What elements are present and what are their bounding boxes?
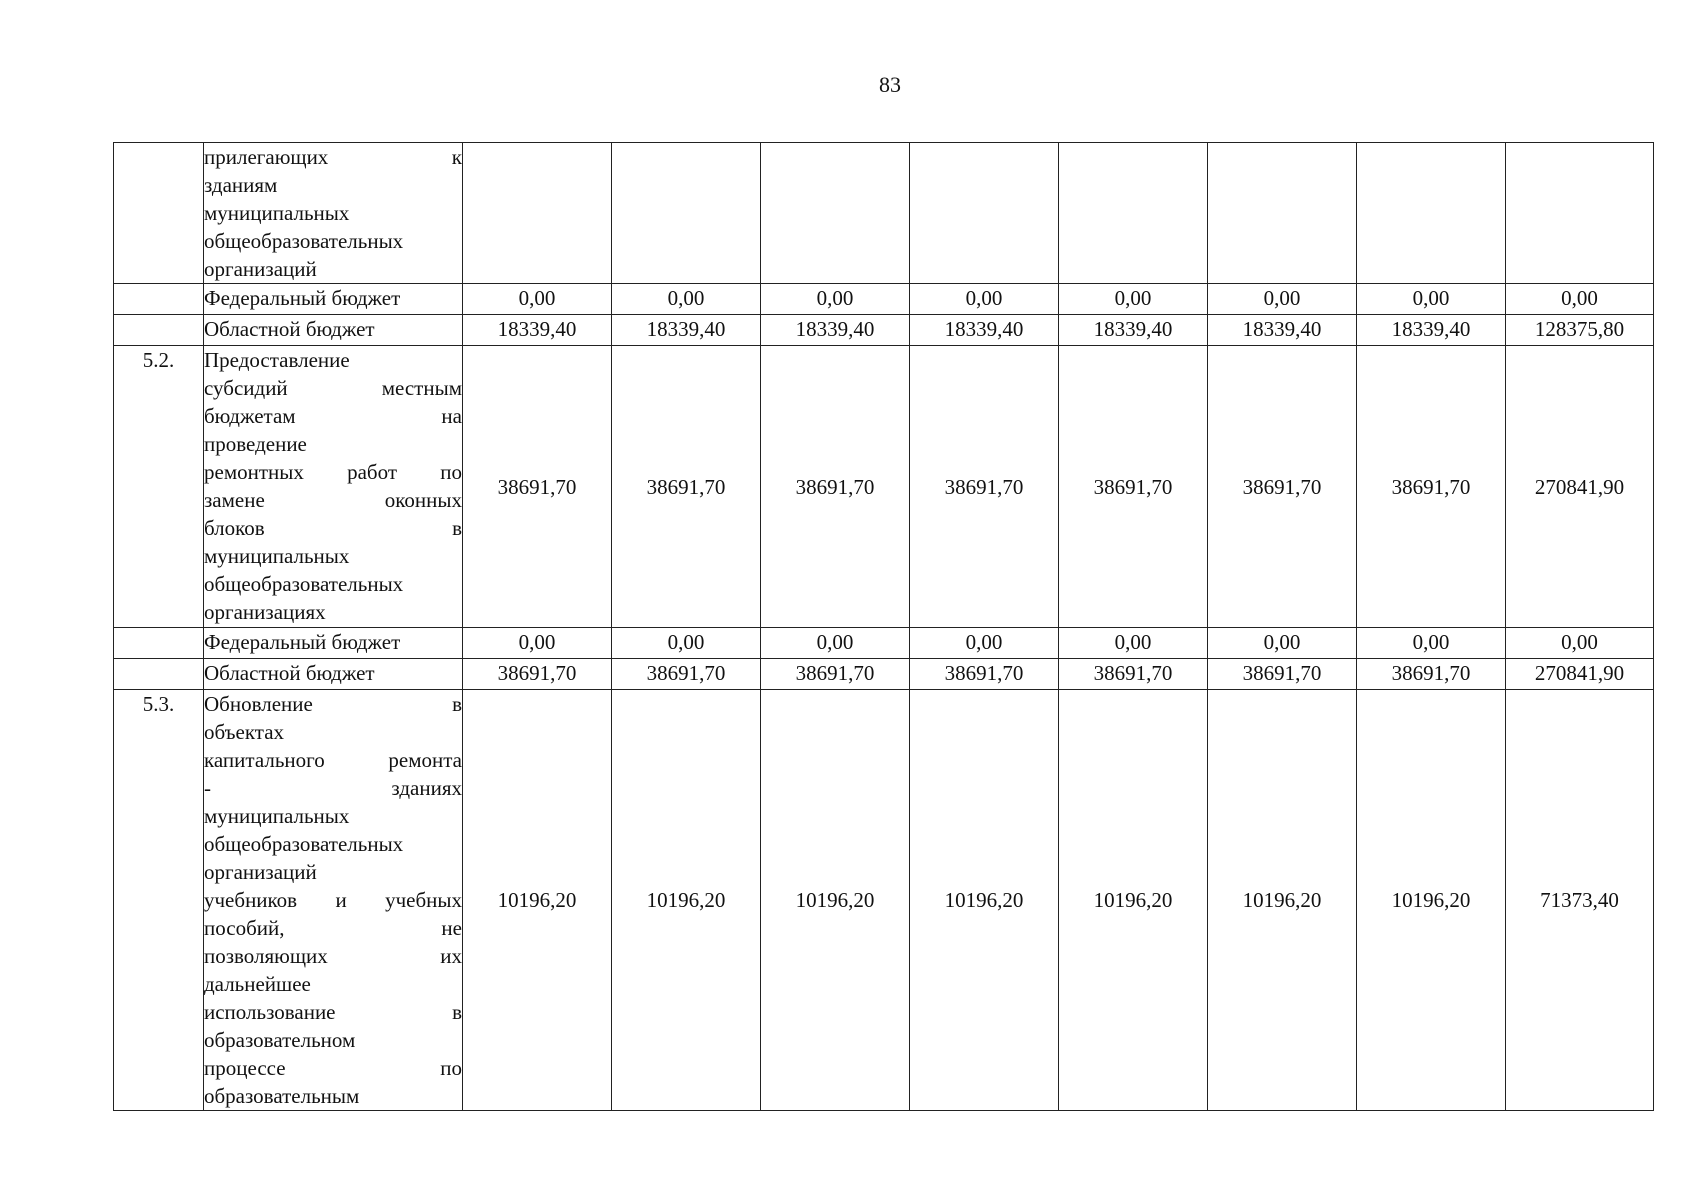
description-line: организаций bbox=[204, 860, 317, 884]
value-cell bbox=[1357, 143, 1506, 284]
value-total-cell: 71373,40 bbox=[1506, 690, 1654, 1111]
value-cell: 0,00 bbox=[910, 284, 1059, 315]
value-cell bbox=[1059, 143, 1208, 284]
value-cell: 10196,20 bbox=[1059, 690, 1208, 1111]
value-total-cell: 270841,90 bbox=[1506, 346, 1654, 628]
value-cell: 10196,20 bbox=[1357, 690, 1506, 1111]
value-cell: 0,00 bbox=[612, 284, 761, 315]
description-line: позволяющих их bbox=[204, 944, 462, 968]
description-line: учебников и учебных bbox=[204, 888, 462, 912]
description-line: объектах bbox=[204, 720, 285, 744]
row-index: 5.3. bbox=[114, 690, 204, 1111]
description-line: общеобразовательных bbox=[204, 229, 404, 253]
value-cell: 38691,70 bbox=[463, 659, 612, 690]
row-index: 5.2. bbox=[114, 346, 204, 628]
description-line: пособий, не bbox=[204, 916, 462, 940]
value-cell: 38691,70 bbox=[1059, 659, 1208, 690]
value-cell bbox=[463, 143, 612, 284]
description-line: муниципальных bbox=[204, 544, 350, 568]
row-index bbox=[114, 284, 204, 315]
page-number: 83 bbox=[879, 72, 901, 97]
value-cell: 38691,70 bbox=[1208, 659, 1357, 690]
value-cell bbox=[1208, 143, 1357, 284]
table-row bbox=[114, 690, 1654, 1111]
table-row bbox=[114, 284, 1654, 315]
description-line: капитального ремонта bbox=[204, 748, 462, 772]
description-line: - зданиях bbox=[204, 776, 462, 800]
description-line: использование в bbox=[204, 1000, 462, 1024]
value-cell: 18339,40 bbox=[1357, 315, 1506, 346]
value-cell: 18339,40 bbox=[612, 315, 761, 346]
row-description bbox=[204, 628, 463, 659]
description-line: бюджетам на bbox=[204, 404, 462, 428]
row-description bbox=[204, 690, 463, 1111]
description-line: образовательном bbox=[204, 1028, 356, 1052]
value-cell: 38691,70 bbox=[761, 659, 910, 690]
description-line: замене оконных bbox=[204, 488, 462, 512]
value-cell: 38691,70 bbox=[463, 346, 612, 628]
value-cell: 38691,70 bbox=[910, 346, 1059, 628]
value-cell: 0,00 bbox=[1357, 284, 1506, 315]
row-index bbox=[114, 143, 204, 284]
description-line: организаций bbox=[204, 257, 317, 281]
value-cell: 18339,40 bbox=[1059, 315, 1208, 346]
description-line: общеобразовательных bbox=[204, 572, 404, 596]
value-cell: 10196,20 bbox=[761, 690, 910, 1111]
value-cell: 38691,70 bbox=[1208, 346, 1357, 628]
table-row bbox=[114, 659, 1654, 690]
row-description bbox=[204, 346, 463, 628]
value-cell bbox=[910, 143, 1059, 284]
description-line: Обновление в bbox=[204, 692, 462, 716]
row-description bbox=[204, 284, 463, 315]
row-description bbox=[204, 143, 463, 284]
description-line: зданиям bbox=[204, 173, 278, 197]
description-line: Федеральный бюджет bbox=[204, 286, 401, 310]
value-cell: 0,00 bbox=[1208, 628, 1357, 659]
description-line: прилегающих к bbox=[204, 145, 462, 169]
value-cell: 0,00 bbox=[1059, 628, 1208, 659]
value-cell: 38691,70 bbox=[910, 659, 1059, 690]
value-cell: 10196,20 bbox=[910, 690, 1059, 1111]
table-row bbox=[114, 346, 1654, 628]
description-line: образовательным bbox=[204, 1084, 360, 1108]
table-row bbox=[114, 628, 1654, 659]
value-cell: 0,00 bbox=[1059, 284, 1208, 315]
description-line: муниципальных bbox=[204, 804, 350, 828]
value-cell: 0,00 bbox=[463, 628, 612, 659]
description-line: ремонтных работ по bbox=[204, 460, 462, 484]
value-cell: 0,00 bbox=[761, 284, 910, 315]
description-line: муниципальных bbox=[204, 201, 350, 225]
description-line: субсидий местным bbox=[204, 376, 462, 400]
value-cell: 0,00 bbox=[910, 628, 1059, 659]
description-line: Областной бюджет bbox=[204, 661, 375, 685]
value-total-cell: 270841,90 bbox=[1506, 659, 1654, 690]
value-cell bbox=[761, 143, 910, 284]
description-line: организациях bbox=[204, 600, 326, 624]
value-cell: 18339,40 bbox=[910, 315, 1059, 346]
row-index bbox=[114, 315, 204, 346]
value-cell: 38691,70 bbox=[1059, 346, 1208, 628]
description-line: Предоставление bbox=[204, 348, 350, 372]
description-line: дальнейшее bbox=[204, 972, 311, 996]
value-cell: 10196,20 bbox=[1208, 690, 1357, 1111]
description-line: общеобразовательных bbox=[204, 832, 404, 856]
table-row bbox=[114, 315, 1654, 346]
value-cell: 38691,70 bbox=[612, 346, 761, 628]
value-cell: 18339,40 bbox=[1208, 315, 1357, 346]
value-total-cell bbox=[1506, 143, 1654, 284]
row-index bbox=[114, 628, 204, 659]
description-line: Областной бюджет bbox=[204, 317, 375, 341]
value-total-cell: 128375,80 bbox=[1506, 315, 1654, 346]
description-line: проведение bbox=[204, 432, 307, 456]
value-total-cell: 0,00 bbox=[1506, 628, 1654, 659]
value-cell: 0,00 bbox=[761, 628, 910, 659]
value-cell: 10196,20 bbox=[463, 690, 612, 1111]
description-line: Федеральный бюджет bbox=[204, 630, 401, 654]
budget-table bbox=[113, 142, 1654, 1111]
value-cell: 18339,40 bbox=[761, 315, 910, 346]
value-cell: 0,00 bbox=[463, 284, 612, 315]
value-cell: 0,00 bbox=[1357, 628, 1506, 659]
value-cell: 10196,20 bbox=[612, 690, 761, 1111]
value-total-cell: 0,00 bbox=[1506, 284, 1654, 315]
description-line: процессе по bbox=[204, 1056, 462, 1080]
value-cell bbox=[612, 143, 761, 284]
value-cell: 0,00 bbox=[612, 628, 761, 659]
row-index bbox=[114, 659, 204, 690]
description-line: блоков в bbox=[204, 516, 462, 540]
value-cell: 0,00 bbox=[1208, 284, 1357, 315]
value-cell: 38691,70 bbox=[1357, 659, 1506, 690]
row-description bbox=[204, 659, 463, 690]
value-cell: 18339,40 bbox=[463, 315, 612, 346]
value-cell: 38691,70 bbox=[1357, 346, 1506, 628]
value-cell: 38691,70 bbox=[761, 346, 910, 628]
table-row bbox=[114, 143, 1654, 284]
value-cell: 38691,70 bbox=[612, 659, 761, 690]
row-description bbox=[204, 315, 463, 346]
